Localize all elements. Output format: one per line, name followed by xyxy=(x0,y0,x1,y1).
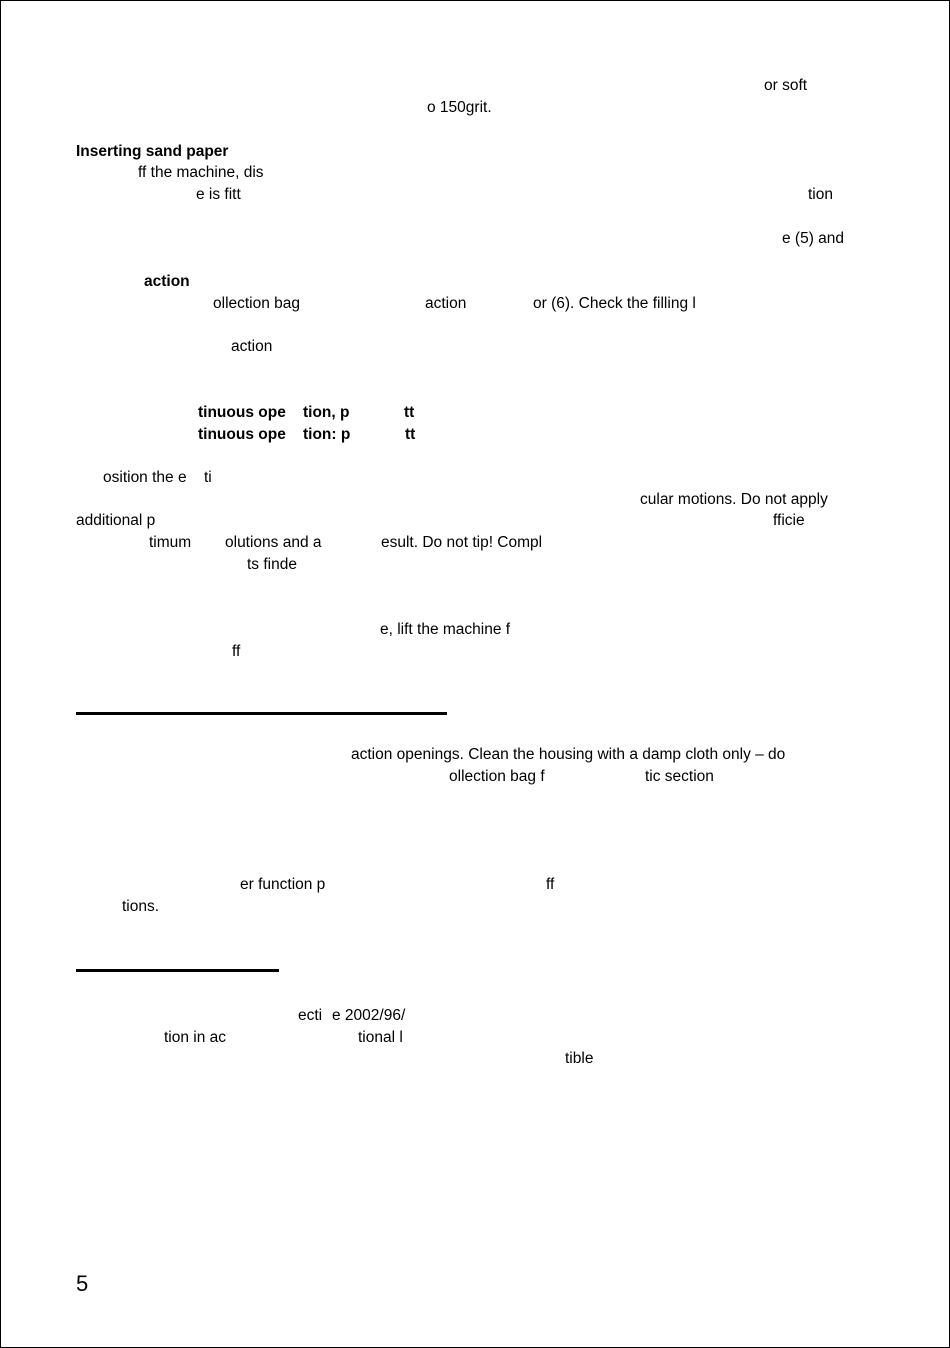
text-fragment: tible xyxy=(565,1050,594,1067)
text-fragment: ollection bag xyxy=(213,295,301,312)
text-fragment: osition the e xyxy=(103,469,187,486)
page-number: 5 xyxy=(76,1271,89,1296)
text-fragment: esult. Do not tip! Compl xyxy=(381,534,543,551)
text-fragment: olutions and a xyxy=(225,534,322,551)
text-fragment: or soft xyxy=(764,77,808,94)
text-fragment: action xyxy=(231,338,273,355)
text-fragment: tic section xyxy=(645,768,714,785)
text-fragment: ti xyxy=(204,469,212,486)
text-fragment: action openings. Clean the housing with a damp cloth only – do xyxy=(351,746,786,763)
text-fragment: action xyxy=(425,295,467,312)
text-fragment: e, lift the machine f xyxy=(380,621,511,638)
text-fragment: tion xyxy=(808,186,833,203)
text-fragment: ff xyxy=(232,643,241,660)
text-fragment: tions. xyxy=(122,898,160,915)
text-fragment: e is fitt xyxy=(196,186,241,203)
text-fragment: additional p xyxy=(76,512,156,529)
text-fragment: ollection bag f xyxy=(449,768,545,785)
section-divider xyxy=(76,712,447,715)
text-fragment: tt xyxy=(404,404,415,421)
section-divider xyxy=(76,969,279,972)
text-fragment: o 150grit. xyxy=(427,99,492,116)
text-fragment: timum xyxy=(149,534,192,551)
text-fragment: e 2002/96/ xyxy=(332,1007,406,1024)
text-fragment: e (5) and xyxy=(782,230,845,247)
text-fragment: tinuous ope xyxy=(198,426,286,443)
text-fragment: tional l xyxy=(358,1029,403,1046)
text-fragment: ecti xyxy=(298,1007,323,1024)
text-fragment: tion, p xyxy=(303,404,350,421)
text-fragment: tion in ac xyxy=(164,1029,227,1046)
section-heading: Inserting sand paper xyxy=(76,143,229,160)
text-fragment: er function p xyxy=(240,876,326,893)
text-fragment: ff xyxy=(546,876,555,893)
text-fragment: fficie xyxy=(773,512,805,529)
text-fragment: tt xyxy=(405,426,416,443)
text-fragment: cular motions. Do not apply xyxy=(640,491,828,508)
text-fragment: ff the machine, dis xyxy=(138,164,264,181)
text-fragment: ts finde xyxy=(247,556,297,573)
text-fragment: tion: p xyxy=(303,426,351,443)
section-heading: action xyxy=(144,273,190,290)
text-fragment: or (6). Check the filling l xyxy=(533,295,696,312)
text-fragment: tinuous ope xyxy=(198,404,286,421)
